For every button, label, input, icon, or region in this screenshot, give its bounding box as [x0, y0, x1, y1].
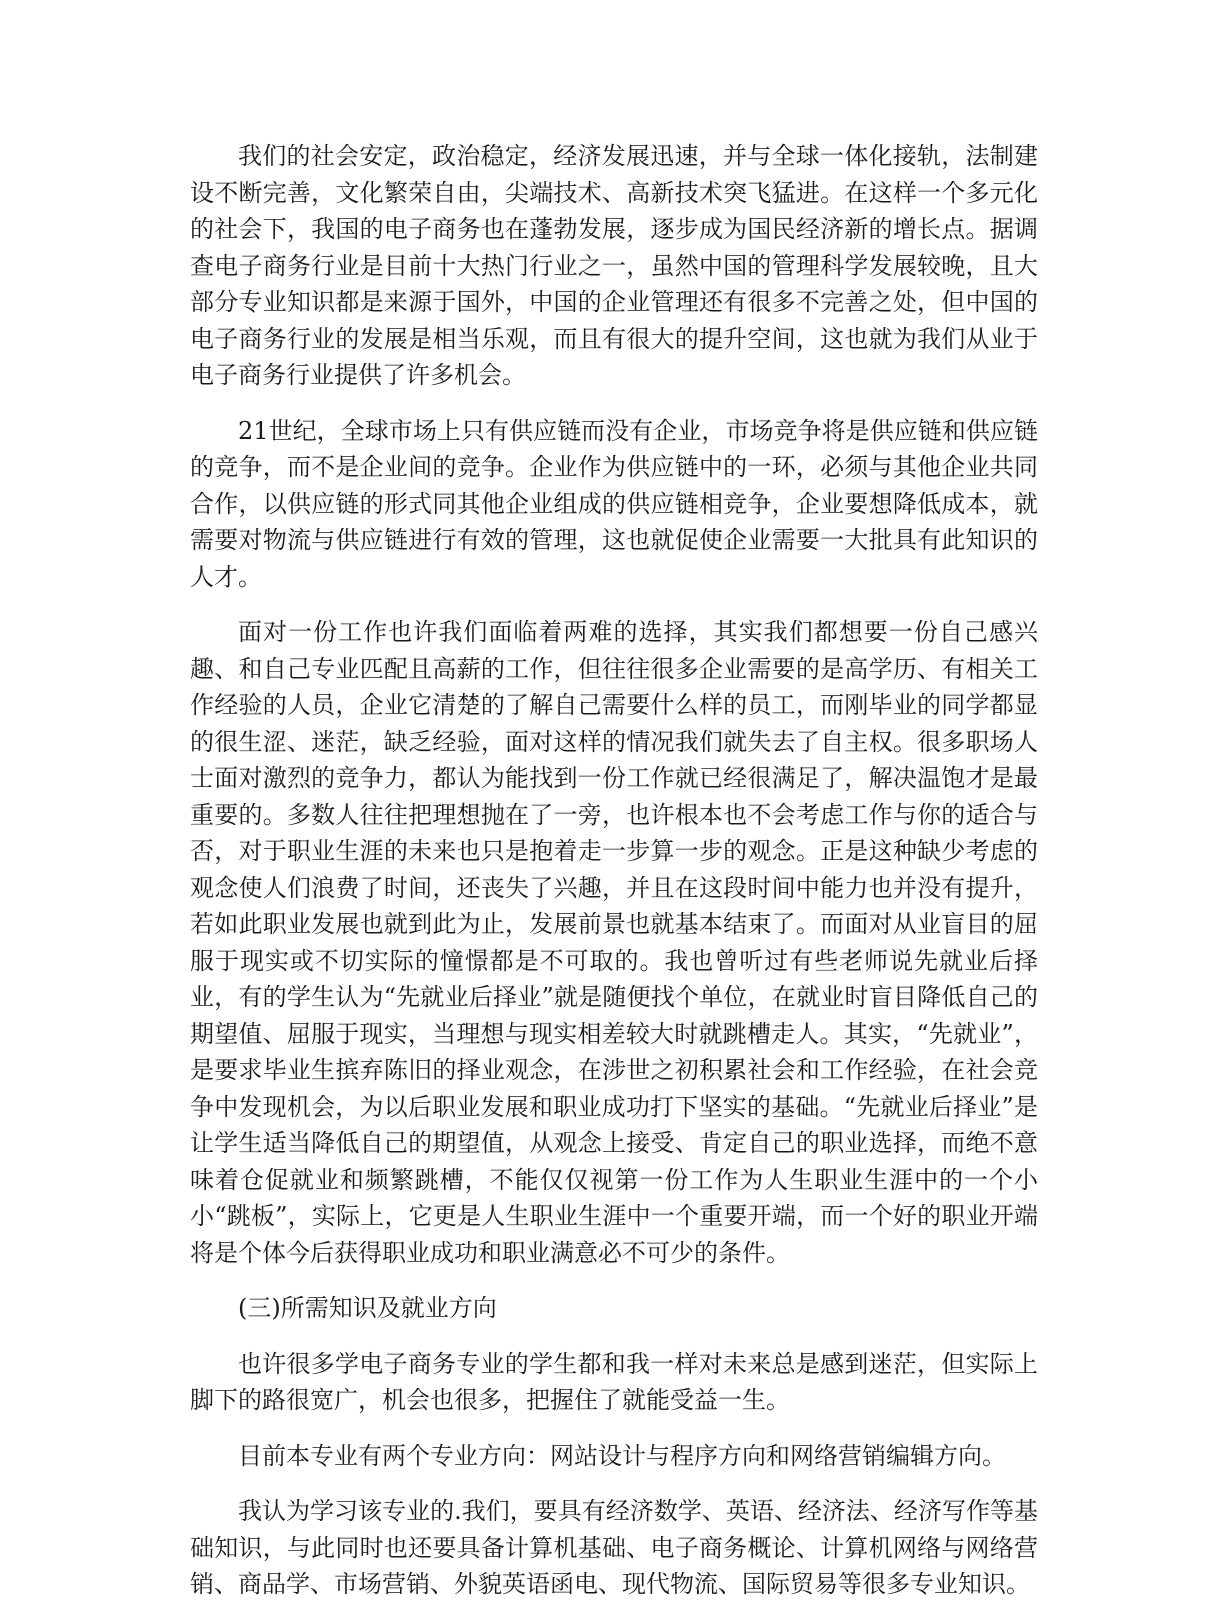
paragraph-career-choice: 面对一份工作也许我们面临着两难的选择，其实我们都想要一份自己感兴趣、和自己专业匹配且高薪的工作，但往往很多企业需要的是高学历、有相关工作经验的人员，企业它清楚的了解自己需要什么样的员工，而刚毕业的同学都显的很生涩、迷茫，缺乏经验，面对这样的情况我们就失去了自主权。很多职场人士面对激烈的竞争力，都认为能找到一份工作就已经很满足了，解决温饱才是最重要的。多数人往往把理想抛在了一旁，也许根本也不会考虑工作与你的适合与否，对于职业生涯的未来也只是抱着走一步算一步的观念。正是这种缺少考虑的观念使人们浪费了时间，还丧失了兴趣，并且在这段时间中能力也并没有提升，若如此职业发展也就到此为止，发展前景也就基本结束了。而面对从业盲目的屈服于现实或不切实际的憧憬都是不可取的。我也曾听过有些老师说先就业后择业，有的学生认为“先就业后择业”就是随便找个单位，在就业时盲目降低自己的期望值、屈服于现实，当理想与现实相差较大时就跳槽走人。其实，“先就业”，是要求毕业生摈弃陈旧的择业观念，在涉世之初积累社会和工作经验，在社会竞争中发现机会，为以后职业发展和职业成功打下坚实的基础。“先就业后择业”是让学生适当降低自己的期望值，从观念上接受、肯定自己的职业选择，而绝不意味着仓促就业和频繁跳槽，不能仅仅视第一份工作为人生职业生涯中的一个小小“跳板”，实际上，它更是人生职业生涯中一个重要开端，而一个好的职业开端将是个体今后获得职业成功和职业满意必不可少的条件。 [190, 618, 1038, 1267]
paragraph-society: 我们的社会安定，政治稳定，经济发展迅速，并与全球一体化接轨，法制建设不断完善，文化繁荣自由，尖端技术、高新技术突飞猛进。在这样一个多元化的社会下，我国的电子商务也在蓬勃发展，逐步成为国民经济新的增长点。据调查电子商务行业是目前十大热门行业之一，虽然中国的管理科学发展较晚，且大部分专业知识都是来源于国外，中国的企业管理还有很多不完善之处，但中国的电子商务行业的发展是相当乐观，而且有很大的提升空间，这也就为我们从业于电子商务行业提供了许多机会。 [190, 142, 1038, 389]
paragraph-required-knowledge: 我认为学习该专业的.我们，要具有经济数学、英语、经济法、经济写作等基础知识，与此同时也还要具备计算机基础、电子商务概论、计算机网络与网络营销、商品学、市场营销、外貌英语函电、现代物流、国际贸易等很多专业知识。 [190, 1497, 1038, 1598]
paragraph-supply-chain: 21世纪，全球市场上只有供应链而没有企业，市场竞争将是供应链和供应链的竞争，而不是企业间的竞争。企业作为供应链中的一环，必须与其他企业共同合作，以供应链的形式同其他企业组成的供应链相竞争，企业要想降低成本，就需要对物流与供应链进行有效的管理，这也就促使企业需要一大批具有此知识的人才。 [190, 416, 1038, 591]
paragraph-future: 也许很多学电子商务专业的学生都和我一样对未来总是感到迷茫，但实际上脚下的路很宽广，机会也很多，把握住了就能受益一生。 [190, 1349, 1038, 1414]
paragraph-directions: 目前本专业有两个专业方向：网站设计与程序方向和网络营销编辑方向。 [238, 1441, 1006, 1470]
document-page [190, 138, 1038, 1622]
section-heading-knowledge: (三)所需知识及就业方向 [238, 1294, 497, 1322]
